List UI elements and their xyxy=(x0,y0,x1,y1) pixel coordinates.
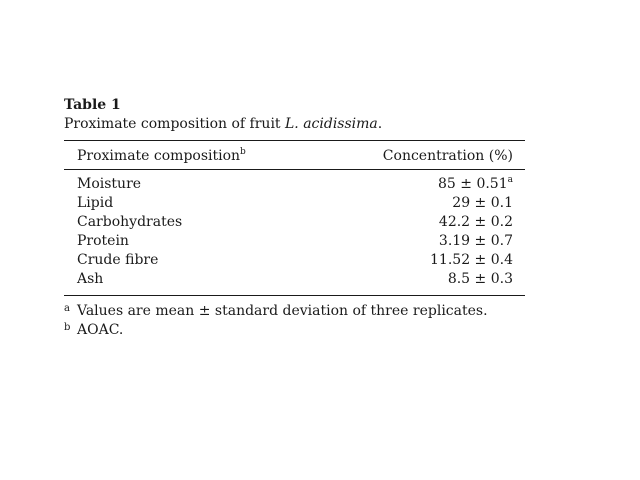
row-value-text: 85 ± 0.51 xyxy=(438,176,508,192)
row-name: Crude fibre xyxy=(77,252,159,268)
table-body xyxy=(64,170,525,289)
table-row xyxy=(64,270,525,289)
header-composition-text: Proximate composition xyxy=(77,148,241,164)
row-value: 29 ± 0.1 xyxy=(452,195,513,211)
footnotes xyxy=(64,302,525,340)
table-block xyxy=(64,96,525,340)
footnote-text: AOAC. xyxy=(77,322,124,338)
table-row xyxy=(64,213,525,232)
table-caption xyxy=(64,115,525,133)
table-row xyxy=(64,232,525,251)
row-value: 42.2 ± 0.2 xyxy=(438,214,513,230)
row-value: 11.52 ± 0.4 xyxy=(430,252,513,268)
caption-suffix: . xyxy=(377,116,383,132)
row-name: Carbohydrates xyxy=(77,214,183,230)
header-footnote-mark: b xyxy=(240,147,246,157)
row-value xyxy=(438,175,513,194)
row-value: 8.5 ± 0.3 xyxy=(447,271,513,287)
header-composition xyxy=(77,147,246,165)
footnote-mark: b xyxy=(64,322,71,333)
row-name: Protein xyxy=(77,233,129,249)
caption-species: L. acidissima xyxy=(285,116,378,132)
row-name: Ash xyxy=(77,271,104,287)
row-value: 3.19 ± 0.7 xyxy=(438,233,513,249)
table-row xyxy=(64,194,525,213)
row-name: Moisture xyxy=(77,176,142,192)
table-label: Table 1 xyxy=(64,97,121,113)
footnote-text: Values are mean ± standard deviation of three replicates. xyxy=(77,303,488,319)
caption-prefix: Proximate composition of fruit xyxy=(64,116,285,132)
footnote-a xyxy=(64,302,525,321)
footnote-b xyxy=(64,321,525,340)
footnote-mark: a xyxy=(64,303,70,314)
bottom-rule xyxy=(64,295,525,296)
table-row xyxy=(64,251,525,270)
header-concentration: Concentration (%) xyxy=(382,148,513,164)
row-name: Lipid xyxy=(77,195,114,211)
table-row xyxy=(64,175,525,194)
table-header xyxy=(64,141,525,165)
row-footnote-mark: a xyxy=(507,175,513,185)
